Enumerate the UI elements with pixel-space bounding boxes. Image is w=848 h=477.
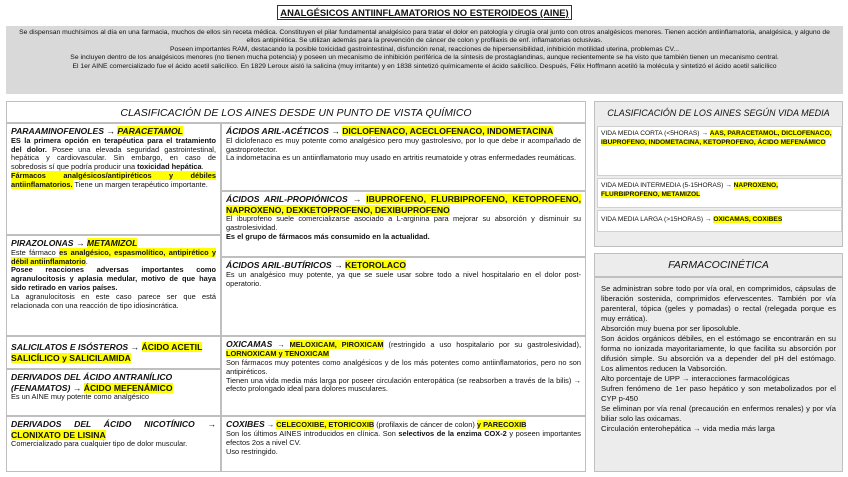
drug-name: DICLOFENACO, ACECLOFENACO, INDOMETACINA bbox=[342, 126, 554, 136]
section-title: SALICILATOS E ISÓSTEROS bbox=[11, 342, 129, 352]
row-label: VIDA MEDIA LARGA (>15HORAS) bbox=[601, 216, 704, 223]
vida-corta-row bbox=[597, 126, 842, 176]
body-text: Tienen una vida media más larga por poseer circulación enteropática (se reabsorben a través de la bilis) → efecto prolongado ideal para dolores musculares. bbox=[226, 375, 581, 394]
arrow-icon: → bbox=[72, 382, 82, 393]
body-text: Posee una elevada seguridad gastrointestinal, hepática y cardiovascular. Sin embargo, en caso de sobredosis sí que podría producir una bbox=[11, 144, 216, 172]
arrow-icon: → bbox=[704, 216, 712, 223]
row-label: VIDA MEDIA CORTA (<5HORAS) bbox=[601, 130, 700, 137]
body-text: Es un analgésico muy potente, ya que se suele usar sobre todo a nivel hospitalario en el dolor post-operatorio. bbox=[226, 269, 581, 288]
drug-name: y PARECOXIB bbox=[476, 420, 527, 429]
body-text: Son ácidos orgánicos débiles, en el estómago se encontrarán en su forma no ionizada mayoritariamente, lo que facilita su absorción por difusión simple. Su absorción va a depender del pH del estómago. Los alimentos reducen la Vabsorción. bbox=[601, 334, 836, 374]
body-text: El ibuprofeno suele comercializarse asociado a L-arginina para mejorar su absorción y disminuir su gastrolesividad. bbox=[226, 214, 581, 233]
section-title: ÁCIDOS ARIL-ACÉTICOS bbox=[226, 126, 329, 136]
section-title: ÁCIDOS ARIL-PROPIÓNICOS bbox=[226, 194, 348, 204]
intro-line-2: Poseen importantes RAM, destacando la posible toxicidad gastrointestinal, disfunción renal, reacciones de hipersensibilidad, inhibición motilidad uterina, problemas CV... bbox=[169, 45, 680, 53]
intro-line-4: El 1er AINE comercializado fue el ácido acetil salicílico. En 1829 Leroux aisló la salicina (muy irritante) y en 1838 sintetizó químicamente el ácido salicílico. Después, Félix Hoffmann acetiló la molécula y sintetizó el ácido acetil salicílico bbox=[72, 62, 777, 70]
quimico-header: CLASIFICACIÓN DE LOS AINES DESDE UN PUNTO DE VISTA QUÍMICO bbox=[6, 101, 586, 123]
antranilico-section bbox=[6, 369, 221, 416]
arrow-icon: → bbox=[701, 130, 708, 137]
arrow-icon: → bbox=[334, 260, 343, 270]
arrow-icon: → bbox=[207, 419, 216, 429]
drug-list: AAS, PARACETAMOL, DICLOFENACO, IBUPROFENO, INDOMETACINA, KETOPROFENO, ÁCIDO MEFENÁMICO bbox=[601, 130, 832, 146]
section-title: OXICAMAS bbox=[226, 339, 273, 349]
intro-box bbox=[6, 26, 843, 94]
body-text: Es el grupo de fármacos más consumido en la actualidad. bbox=[226, 232, 430, 242]
intro-line-3: Se incluyen dentro de los analgésicos menores (no tienen mucha potencia) y poseen un mecanismo de inhibición periférica de la síntesis de prostaglandinas, aunque recientemente se ha visto que también tienen un mecanismo central. bbox=[70, 54, 779, 62]
body-text: (profilaxis de cáncer de colon) bbox=[374, 420, 477, 429]
body-text: Son los últimos AINES introducidos en clínica. Son bbox=[226, 428, 399, 438]
section-title: DERIVADOS DEL ÁCIDO NICOTÍNICO bbox=[11, 419, 195, 429]
body-text: La agranulocitosis en este caso parece ser que está relacionada con una reacción de tipo idiosincrática. bbox=[11, 292, 216, 310]
body-text: ES la primera opción en terapéutica para el tratamiento del dolor. bbox=[11, 135, 216, 154]
oxicamas-section bbox=[221, 336, 586, 416]
farmacocinetica-body bbox=[594, 277, 843, 472]
drug-name: MELOXICAM, PIROXICAM bbox=[289, 340, 384, 349]
body-text: Sufren fenómeno de 1er paso hepático y son metabolizados por el CYP p-450 bbox=[601, 384, 836, 404]
body-text: Comercializado para cualquier tipo de dolor muscular. bbox=[11, 439, 188, 449]
page-title: ANALGÉSICOS ANTIINFLAMATORIOS NO ESTEROIDEOS (AINE) bbox=[277, 5, 572, 20]
body-text: Alto porcentaje de UPP → interacciones farmacológicas bbox=[601, 374, 790, 384]
body-text: y poseen importantes efectos 2os a nivel CV. bbox=[226, 428, 582, 447]
body-text: Este fármaco bbox=[11, 247, 60, 257]
aril-aceticos-section bbox=[221, 123, 586, 191]
vida-intermedia-row bbox=[597, 178, 842, 208]
body-text: . bbox=[201, 162, 204, 172]
section-title: PIRAZOLONAS bbox=[11, 238, 74, 248]
body-text: Son fármacos muy potentes como analgésicos y de los más potentes como antiinflamatorios, pero no son antipiréticos. bbox=[226, 357, 581, 376]
body-text: El diclofenaco es muy potente como analgésico pero muy gastrolesivo, por lo que debe ir acompañado de gastroprotector. bbox=[226, 135, 581, 154]
vida-media-panel bbox=[594, 101, 843, 247]
section-title: ÁCIDOS ARIL-BUTÍRICOS bbox=[226, 260, 332, 270]
body-text: Se eliminan por vía renal (precaución en enfermos renales) y por vía biliar solo las oxicamas. bbox=[601, 404, 836, 424]
paraaminofenoles-section bbox=[6, 123, 221, 235]
arrow-icon: → bbox=[277, 340, 285, 349]
pirazolonas-section bbox=[6, 235, 221, 336]
intro-line-1: Se dispensan muchísimos al día en una farmacia, muchos de ellos sin receta médica. Constituyen el pilar fundamental analgésico para tratar el dolor en patología y cirugía oral junto con otros analgésicos menores. Tienen acción antiinflamatoria, analgésica, y alguno de ellos antipirética. Se utilizan además para la prevención de cáncer de colon y profilaxis de enf. inflamatorias oclusivas. bbox=[19, 29, 830, 45]
section-title: COXIBES bbox=[226, 419, 265, 429]
body-text: Se administran sobre todo por vía oral, en comprimidos, cápsulas de liberación sostenida, comprimidos efervescentes. También por vía parenteral, tópica (geles y pomadas) o rectal (relegada porque es muy errática). bbox=[601, 284, 836, 324]
body-text: Circulación enterohepática → vida media más larga bbox=[601, 424, 775, 434]
vida-larga-row bbox=[597, 210, 842, 232]
arrow-icon: → bbox=[725, 182, 732, 189]
aril-butiricos-section bbox=[221, 257, 586, 336]
body-text: Posee reacciones adversas importantes como agranulocitosis y aplasia medular, motivo de que haya sido retirado en varios países. bbox=[11, 265, 216, 293]
arrow-icon: → bbox=[352, 194, 362, 204]
farmacocinetica-header: FARMACOCINÉTICA bbox=[594, 253, 843, 277]
coxibes-section bbox=[221, 416, 586, 472]
arrow-icon: → bbox=[266, 420, 275, 429]
drug-name: ÁCIDO ACETIL SALICÍLICO y SALICILAMIDA bbox=[11, 342, 203, 363]
drug-name: CLONIXATO DE LISINA bbox=[11, 429, 106, 440]
drug-list: OXICAMAS, COXIBES bbox=[713, 216, 783, 223]
drug-list: NAPROXENO, FLURBIPROFENO, METAMIZOL bbox=[601, 182, 779, 198]
drug-name: LORNOXICAM y TENOXICAM bbox=[226, 348, 330, 358]
arrow-icon: → bbox=[130, 342, 140, 352]
body-text: toxicidad hepática bbox=[137, 162, 202, 172]
drug-name: METAMIZOL bbox=[86, 238, 138, 248]
body-text: . bbox=[85, 256, 88, 266]
drug-name: IBUPROFENO, FLURBIPROFENO, KETOPROFENO, NAPROXENO, DEXKETOPROFENO, DEXIBUPROFENO bbox=[226, 194, 581, 215]
vida-media-header: CLASIFICACIÓN DE LOS AINES SEGÚN VIDA MEDIA bbox=[607, 108, 830, 118]
drug-name: KETOROLACO bbox=[345, 260, 407, 270]
body-text: Es un AINE muy potente como analgésico bbox=[11, 392, 150, 402]
body-text: selectivos de la enzima COX-2 bbox=[398, 428, 507, 438]
arrow-icon: → bbox=[106, 126, 115, 136]
row-label: VIDA MEDIA INTERMEDIA (5-15HORAS) bbox=[601, 182, 724, 189]
body-text: (restringido a uso hospitalario por su gastrolesividad), bbox=[383, 340, 582, 349]
salicilatos-section bbox=[6, 336, 221, 369]
body-text: Absorción muy buena por ser liposoluble. bbox=[601, 324, 741, 334]
body-text: Uso restringido. bbox=[226, 446, 278, 456]
drug-name: ÁCIDO MEFENÁMICO bbox=[83, 382, 173, 393]
highlight-text: es analgésico, espasmolítico, antipirético y débil antiinflamatorio bbox=[11, 247, 216, 266]
section-title: DERIVADOS DEL ÁCIDO ANTRANÍLICO (FENAMATOS) bbox=[11, 372, 173, 393]
highlight-text: Fármacos analgésicos/antipiréticos y débiles antiinflamatorios. bbox=[11, 171, 216, 190]
drug-name: PARACETAMOL bbox=[117, 126, 183, 136]
arrow-icon: → bbox=[75, 238, 85, 248]
body-text: Tiene un margen terapéutico importante. bbox=[72, 180, 208, 190]
nicotinico-section bbox=[6, 416, 221, 472]
section-title: PARAAMINOFENOLES bbox=[11, 126, 104, 136]
aril-propionicos-section bbox=[221, 191, 586, 257]
drug-name: CELECOXIBE, ETORICOXIB bbox=[276, 420, 375, 429]
arrow-icon: → bbox=[331, 126, 340, 136]
body-text: La indometacina es un antiinflamatorio muy usado en artritis reumatoide y otras enfermedades reumáticas. bbox=[226, 153, 577, 163]
